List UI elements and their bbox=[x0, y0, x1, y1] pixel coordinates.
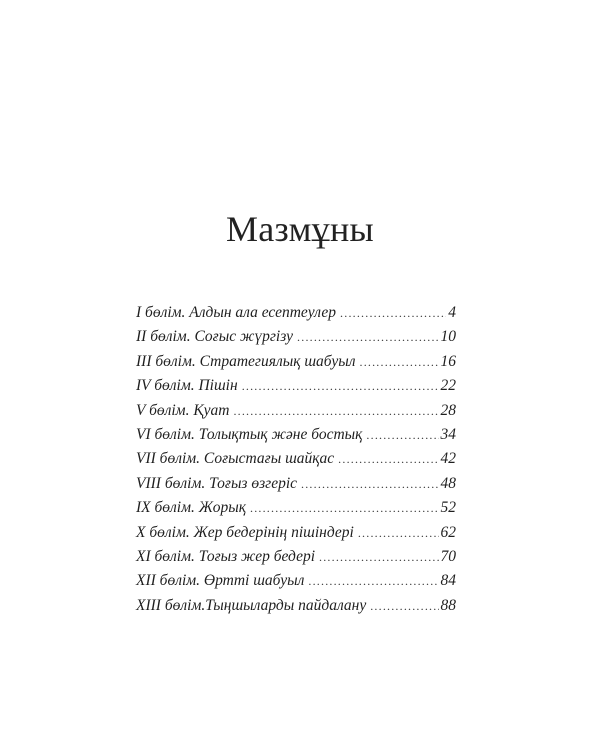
toc-entry-page: 16 bbox=[440, 352, 456, 370]
toc-entry-page: 34 bbox=[440, 425, 456, 443]
toc-entry-page: 28 bbox=[440, 401, 456, 419]
toc-entry-label: III бөлім. Стратегиялық шабуыл bbox=[136, 352, 356, 370]
toc-dot-leader bbox=[250, 501, 439, 516]
table-of-contents bbox=[136, 304, 456, 621]
toc-entry-label: VIII бөлім. Тоғыз өзгеріс bbox=[136, 474, 298, 492]
toc-entry-page: 88 bbox=[440, 596, 456, 614]
toc-dot-leader bbox=[297, 330, 438, 345]
toc-entry-label: IX бөлім. Жорық bbox=[136, 499, 246, 517]
toc-entry-label: XIII бөлім.Тыңшыларды пайдалану bbox=[136, 596, 367, 614]
toc-entry-label: XII бөлім. Өртті шабуыл bbox=[136, 572, 305, 590]
toc-entry-page: 22 bbox=[440, 377, 456, 395]
toc-entry bbox=[136, 499, 456, 523]
toc-entry-label: II бөлім. Соғыс жүргізу bbox=[136, 328, 294, 346]
toc-entry bbox=[136, 426, 456, 450]
page-title: Мазмұны bbox=[225, 209, 375, 249]
toc-entry-page: 10 bbox=[440, 328, 456, 346]
toc-entry bbox=[136, 597, 456, 621]
toc-entry-label: XI бөлім. Тоғыз жер бедері bbox=[136, 547, 316, 565]
toc-dot-leader bbox=[358, 526, 439, 541]
toc-entry bbox=[136, 304, 456, 328]
toc-entry bbox=[136, 475, 456, 499]
toc-dot-leader bbox=[301, 477, 438, 492]
toc-entry-page: 84 bbox=[440, 572, 456, 590]
toc-entry bbox=[136, 402, 456, 426]
toc-dot-leader bbox=[338, 452, 438, 467]
toc-entry bbox=[136, 353, 456, 377]
toc-entry-page: 52 bbox=[440, 499, 456, 517]
toc-entry bbox=[136, 524, 456, 548]
toc-dot-leader bbox=[233, 404, 438, 419]
toc-dot-leader bbox=[242, 379, 439, 394]
toc-entry-label: VII бөлім. Соғыстағы шайқас bbox=[136, 450, 335, 468]
toc-dot-leader bbox=[366, 428, 438, 443]
toc-dot-leader bbox=[319, 550, 438, 565]
toc-entry-label: VI бөлім. Толықтық және бостық bbox=[136, 425, 363, 443]
toc-dot-leader bbox=[340, 306, 446, 321]
toc-dot-leader bbox=[308, 574, 438, 589]
toc-entry-page: 70 bbox=[440, 547, 456, 565]
toc-entry bbox=[136, 450, 456, 474]
toc-entry bbox=[136, 572, 456, 596]
toc-entry-label: I бөлім. Алдын ала есептеулер bbox=[136, 304, 337, 321]
toc-dot-leader bbox=[370, 599, 438, 614]
toc-entry bbox=[136, 377, 456, 401]
toc-entry-label: X бөлім. Жер бедерінің пішіндері bbox=[136, 523, 354, 541]
toc-entry bbox=[136, 548, 456, 572]
toc-entry-page: 62 bbox=[440, 523, 456, 541]
toc-entry-label: V бөлім. Қуат bbox=[136, 401, 230, 419]
toc-entry-page: 48 bbox=[440, 474, 456, 492]
toc-entry bbox=[136, 328, 456, 352]
toc-dot-leader bbox=[360, 355, 439, 370]
toc-entry-page: 4 bbox=[448, 304, 456, 321]
toc-entry-label: IV бөлім. Пішін bbox=[136, 377, 238, 395]
toc-entry-page: 42 bbox=[440, 450, 456, 468]
